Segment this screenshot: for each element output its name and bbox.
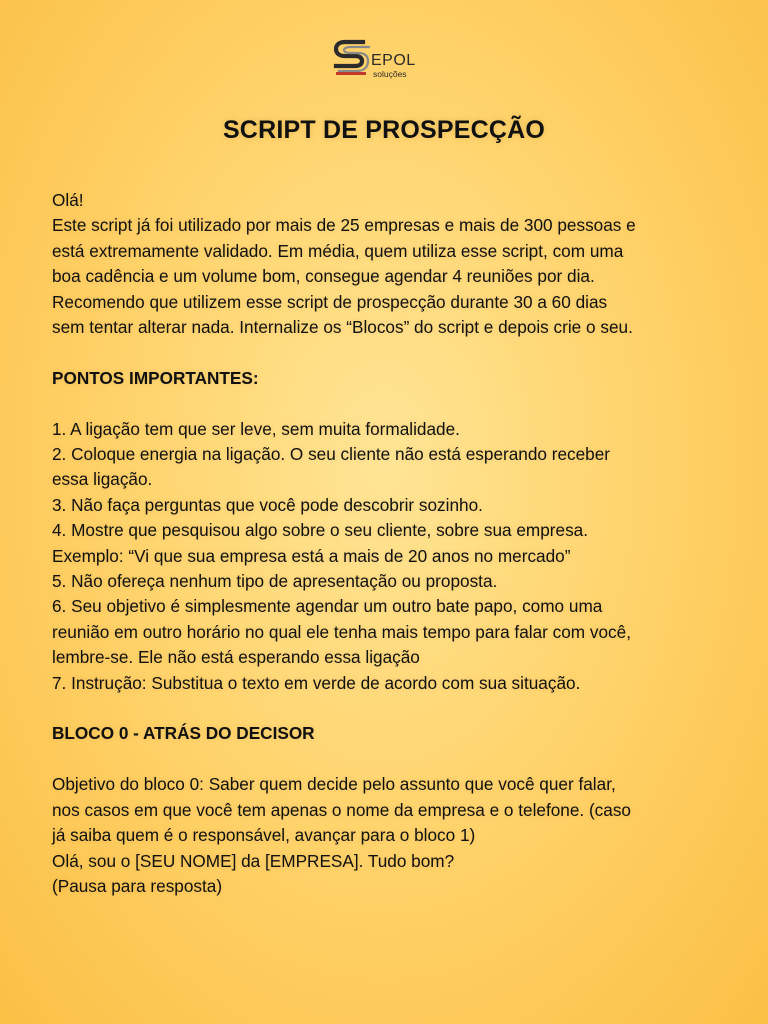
block0-line: Olá, sou o [SEU NOME] da [EMPRESA]. Tudo bom? [52,850,455,871]
logo-s-mark-icon [333,38,373,80]
important-heading: PONTOS IMPORTANTES: [52,367,259,388]
important-item: 1. A ligação tem que ser leve, sem muita formalidade. [52,418,460,439]
intro-line: Este script já foi utilizado por mais de 25 empresas e mais de 300 pessoas e [52,215,636,236]
block0-line: (Pausa para resposta) [52,875,223,896]
intro-greeting: Olá! [52,190,84,210]
important-item: 5. Não ofereça nenhum tipo de apresentação ou proposta. [52,571,498,592]
spacer [52,747,732,772]
intro-line: boa cadência e um volume bom, consegue agendar 4 reuniões por dia. [52,266,595,287]
important-item: 6. Seu objetivo é simplesmente agendar um outro bate papo, como uma [52,596,603,617]
spacer [52,696,732,721]
important-item: reunião em outro horário no qual ele tenha mais tempo para falar com você, [52,621,631,642]
intro-line: está extremamente validado. Em média, quem utiliza esse script, com uma [52,240,624,261]
document-body [52,188,732,899]
block0-line: Objetivo do bloco 0: Saber quem decide pelo assunto que você quer falar, [52,774,616,795]
important-item: 3. Não faça perguntas que você pode descobrir sozinho. [52,494,483,515]
block0-line: já saiba quem é o responsável, avançar para o bloco 1) [52,825,476,846]
intro-line: sem tentar alterar nada. Internalize os “Blocos” do script e depois crie o seu. [52,317,633,338]
spacer [52,340,732,365]
important-item: essa ligação. [52,469,153,490]
page-title: SCRIPT DE PROSPECÇÃO [222,116,546,144]
logo-subtitle: soluções [373,69,407,79]
important-item: 2. Coloque energia na ligação. O seu cliente não está esperando receber [52,444,611,465]
important-item: lembre-se. Ele não está esperando essa ligação [52,647,420,668]
block0-line: nos casos em que você tem apenas o nome da empresa e o telefone. (caso [52,799,631,820]
spacer [52,391,732,416]
sepol-logo [333,38,437,82]
important-item: 7. Instrução: Substitua o texto em verde de acordo com sua situação. [52,672,581,693]
intro-line: Recomendo que utilizem esse script de prospecção durante 30 a 60 dias [52,291,608,312]
important-item: 4. Mostre que pesquisou algo sobre o seu cliente, sobre sua empresa. [52,520,588,541]
important-item: Exemplo: “Vi que sua empresa está a mais de 20 anos no mercado” [52,545,571,566]
logo-wordmark: EPOL [371,52,416,69]
block0-heading: BLOCO 0 - ATRÁS DO DECISOR [52,723,315,744]
